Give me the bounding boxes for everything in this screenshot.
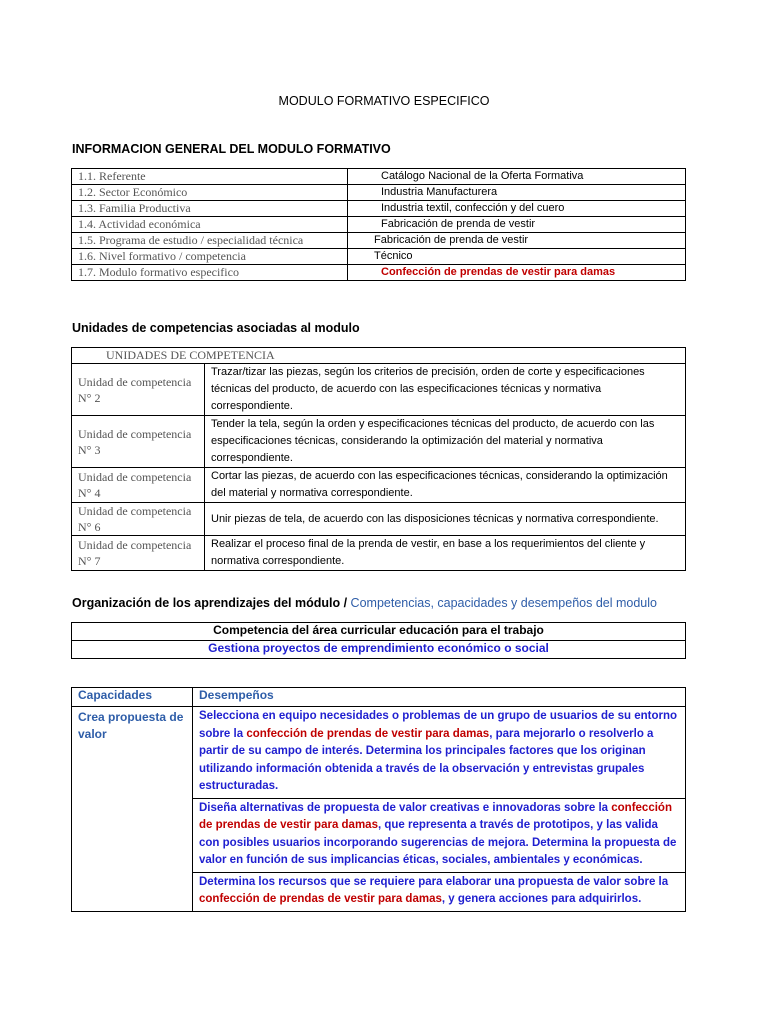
org-heading-text: Organización de los aprendizajes del módulo / [72, 596, 348, 610]
capacidades-table [71, 687, 686, 912]
desempeno-2 [193, 798, 686, 872]
competencia-table [71, 622, 686, 659]
general-info-label: 1.3. Familia Productiva [72, 201, 348, 217]
general-info-value: Industria Manufacturera [348, 185, 686, 201]
capacidad-cell: Crea propuesta de valor [72, 707, 193, 912]
general-info-value: Técnico [348, 249, 686, 265]
unit-description: Trazar/tizar las piezas, según los criterios de precisión, orden de corte y especificaciones técnicas del producto, de acuerdo con las especificaciones técnicas y normativa correspondiente. [205, 364, 686, 416]
unit-row [72, 503, 686, 536]
unit-description: Realizar el proceso final de la prenda de vestir, en base a los requerimientos del cliente y normativa correspondiente. [205, 536, 686, 571]
desempeno-text: Diseña alternativas de propuesta de valor creativas e innovadoras sobre la [199, 801, 612, 814]
general-info-row [72, 233, 686, 249]
general-info-row [72, 265, 686, 281]
desempeno-text: Determina los recursos que se requiere para elaborar una propuesta de valor sobre la [199, 875, 669, 888]
unit-row [72, 364, 686, 416]
unit-label: Unidad de competencia N° 4 [72, 468, 205, 503]
unit-description: Cortar las piezas, de acuerdo con las especificaciones técnicas, considerando la optimización del material y normativa correspondiente. [205, 468, 686, 503]
desempenos-header: Desempeños [193, 688, 686, 707]
desempeno-text: , que representa a través de prototipos, y las valida con posibles usuarios incorporando sugerencias de mejora. Determina la propuesta de valor en función de sus implicancias éticas, sociales, ambientales y económicas. [199, 819, 677, 866]
general-info-value: Fabricación de prenda de vestir [348, 217, 686, 233]
module-name-highlight: confección de prendas de vestir para damas [199, 893, 442, 905]
general-info-value: Fabricación de prenda de vestir [348, 233, 686, 249]
general-info-value: Industria textil, confección y del cuero [348, 201, 686, 217]
general-info-table [71, 168, 686, 281]
general-info-row [72, 185, 686, 201]
unit-row [72, 536, 686, 571]
general-info-row [72, 217, 686, 233]
competencia-value: Gestiona proyectos de emprendimiento económico o social [72, 641, 686, 659]
units-table [71, 347, 686, 571]
unit-label: Unidad de competencia N° 6 [72, 503, 205, 536]
general-info-row [72, 201, 686, 217]
general-info-heading: INFORMACION GENERAL DEL MODULO FORMATIVO [72, 142, 391, 156]
page-title: MODULO FORMATIVO ESPECIFICO [278, 94, 490, 108]
general-info-label: 1.6. Nivel formativo / competencia [72, 249, 348, 265]
unit-row [72, 416, 686, 468]
unit-label: Unidad de competencia N° 3 [72, 416, 205, 468]
desempeno-3 [193, 872, 686, 911]
org-heading-subtitle: Competencias, capacidades y desempeños del modulo [350, 596, 657, 610]
unit-description: Tender la tela, según la orden y especificaciones técnicas del producto, de acuerdo con las especificaciones técnicas, considerando la optimización del material y normativa correspondiente. [205, 416, 686, 468]
unit-description: Unir piezas de tela, de acuerdo con las disposiciones técnicas y normativa correspondiente. [205, 503, 686, 536]
unit-label: Unidad de competencia N° 2 [72, 364, 205, 416]
unit-label: Unidad de competencia N° 7 [72, 536, 205, 571]
units-heading: Unidades de competencias asociadas al modulo [72, 321, 360, 335]
general-info-label: 1.2. Sector Económico [72, 185, 348, 201]
desempeno-text: , y genera acciones para adquirirlos. [441, 893, 642, 905]
general-info-label: 1.4. Actividad económica [72, 217, 348, 233]
capacidades-header: Capacidades [72, 688, 193, 707]
unit-row [72, 468, 686, 503]
desempeno-1 [193, 707, 686, 799]
general-info-value: Confección de prendas de vestir para damas [348, 265, 686, 281]
general-info-label: 1.7. Modulo formativo especifico [72, 265, 348, 281]
desempeno-text: Selecciona en equipo necesidades o problemas de un grupo de usuarios de su entorno sobre la [199, 710, 677, 740]
module-name-highlight: confección de prendas de vestir para damas [246, 727, 490, 740]
units-table-header: UNIDADES DE COMPETENCIA [72, 348, 686, 364]
general-info-row [72, 169, 686, 185]
general-info-label: 1.5. Programa de estudio / especialidad técnica [72, 233, 348, 249]
competencia-header: Competencia del área curricular educación para el trabajo [72, 623, 686, 641]
general-info-label: 1.1. Referente [72, 169, 348, 185]
org-heading [72, 596, 657, 610]
general-info-row [72, 249, 686, 265]
desempeno-text: , para mejorarlo o resolverlo a partir de su campo de interés. Determina los principales factores que los originan utilizando información obtenida a través de la observación y entrevistas grupales estructuradas. [199, 727, 654, 792]
general-info-value: Catálogo Nacional de la Oferta Formativa [348, 169, 686, 185]
module-name-highlight: confección de prendas de vestir para damas [199, 801, 672, 831]
